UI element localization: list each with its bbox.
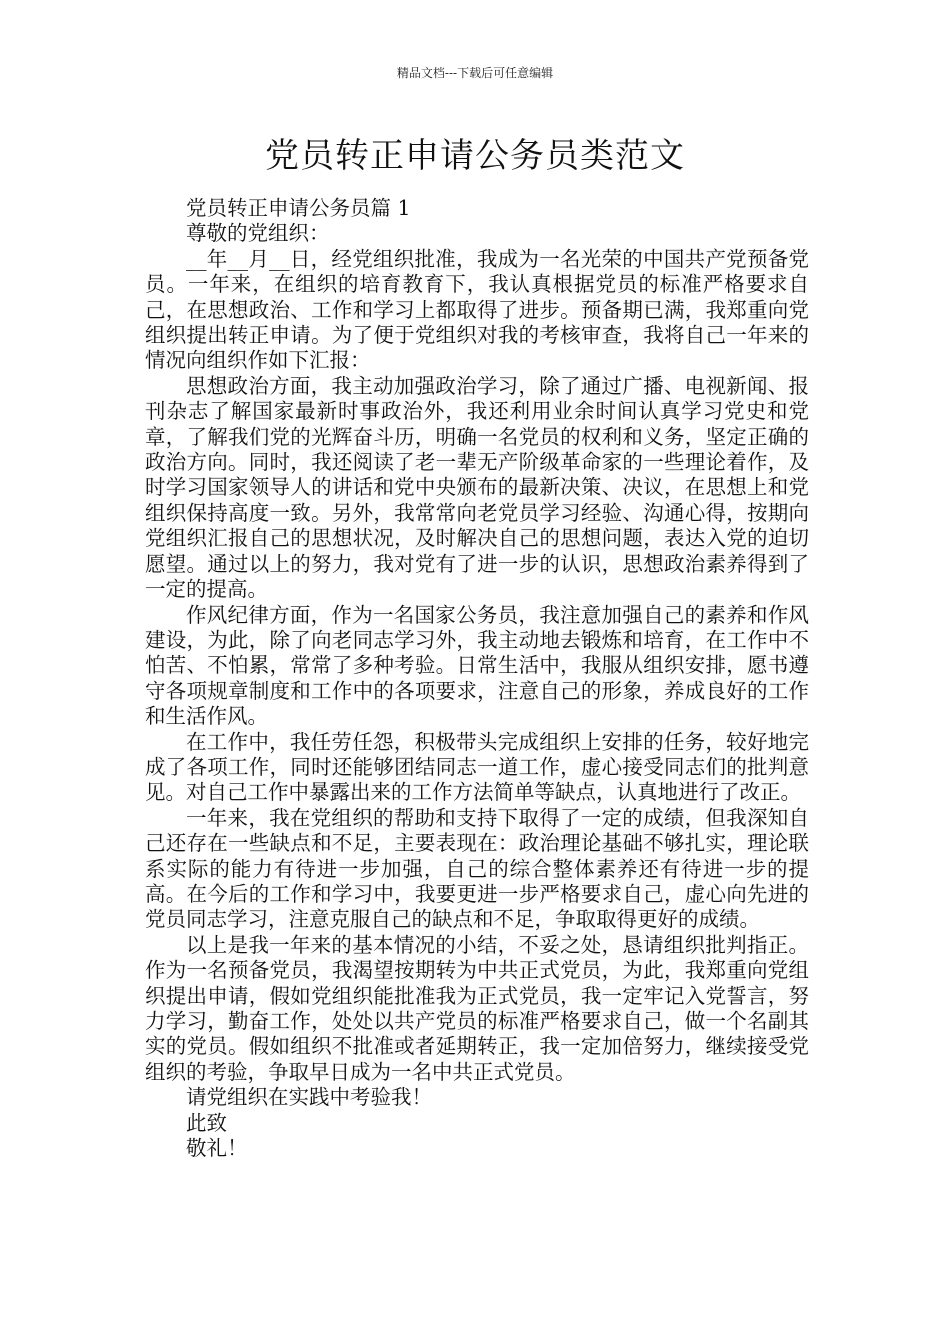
closing-line: 此致 bbox=[186, 1110, 227, 1135]
paragraph: 以上是我一年来的基本情况的小结，不妥之处，恳请组织批判指正。作为一名预备党员，我渴望按期转为中共正式党员，为此，我郑重向党组织提出申请，假如党组织能批准我为正式党员，我一定牢记入党誓言，努力学习，勤奋工作，处处以共产党员的标准严格要求自己，做一个名副其实的党员。假如组织不批准或者延期转正，我一定加倍努力，继续接受党组织的考验，争取早日成为一名中共正式党员。 bbox=[145, 932, 809, 1084]
document-body bbox=[145, 196, 809, 1161]
closing-line: 敬礼！ bbox=[186, 1136, 248, 1161]
paragraph: 一年来，我在党组织的帮助和支持下取得了一定的成绩，但我深知自己还存在一些缺点和不足，主要表现在：政治理论基础不够扎实，理论联系实际的能力有待进一步加强，自己的综合整体素养还有待进一步的提高。在今后的工作和学习中，我要更进一步严格要求自己，虚心向先进的党员同志学习，注意克服自己的缺点和不足，争取取得更好的成绩。 bbox=[145, 805, 809, 932]
salutation: 尊敬的党组织： bbox=[186, 221, 330, 246]
document-title: 党员转正申请公务员类范文 bbox=[265, 136, 685, 176]
document-subtitle: 党员转正申请公务员篇 1 bbox=[186, 196, 411, 220]
closing-line: 请党组织在实践中考验我！ bbox=[186, 1085, 432, 1110]
header-note: 精品文档---下载后可任意编辑 bbox=[396, 66, 554, 80]
paragraph: 思想政治方面，我主动加强政治学习，除了通过广播、电视新闻、报刊杂志了解国家最新时事政治外，我还利用业余时间认真学习党史和党章，了解我们党的光辉奋斗历，明确一名党员的权利和义务，坚定正确的政治方向。同时，我还阅读了老一辈无产阶级革命家的一些理论着作，及时学习国家领导人的讲话和党中央颁布的最新决策、决议，在思想上和党组织保持高度一致。另外，我常常向老党员学习经验、沟通心得，按期向党组织汇报自己的思想状况，及时解决自己的思想问题，表达入党的迫切愿望。通过以上的努力，我对党有了进一步的认识，思想政治素养得到了一定的提高。 bbox=[145, 373, 809, 602]
paragraph: 作风纪律方面，作为一名国家公务员，我注意加强自己的素养和作风建设，为此，除了向老同志学习外，我主动地去锻炼和培育，在工作中不怕苦、不怕累，常常了多种考验。日常生活中，我服从组织安排，愿书遵守各项规章制度和工作中的各项要求，注意自己的形象，养成良好的工作和生活作风。 bbox=[145, 602, 809, 729]
paragraph: __年__月__日，经党组织批准，我成为一名光荣的中国共产党预备党员。一年来，在组织的培育教育下，我认真根据党员的标准严格要求自己，在思想政治、工作和学习上都取得了进步。预备期已满，我郑重向党组织提出转正申请。为了便于党组织对我的考核审查，我将自己一年来的情况向组织作如下汇报： bbox=[145, 246, 809, 373]
paragraph: 在工作中，我任劳任怨，积极带头完成组织上安排的任务，较好地完成了各项工作，同时还能够团结同志一道工作，虚心接受同志们的批判意见。对自己工作中暴露出来的工作方法简单等缺点，认真地进行了改正。 bbox=[145, 729, 809, 805]
